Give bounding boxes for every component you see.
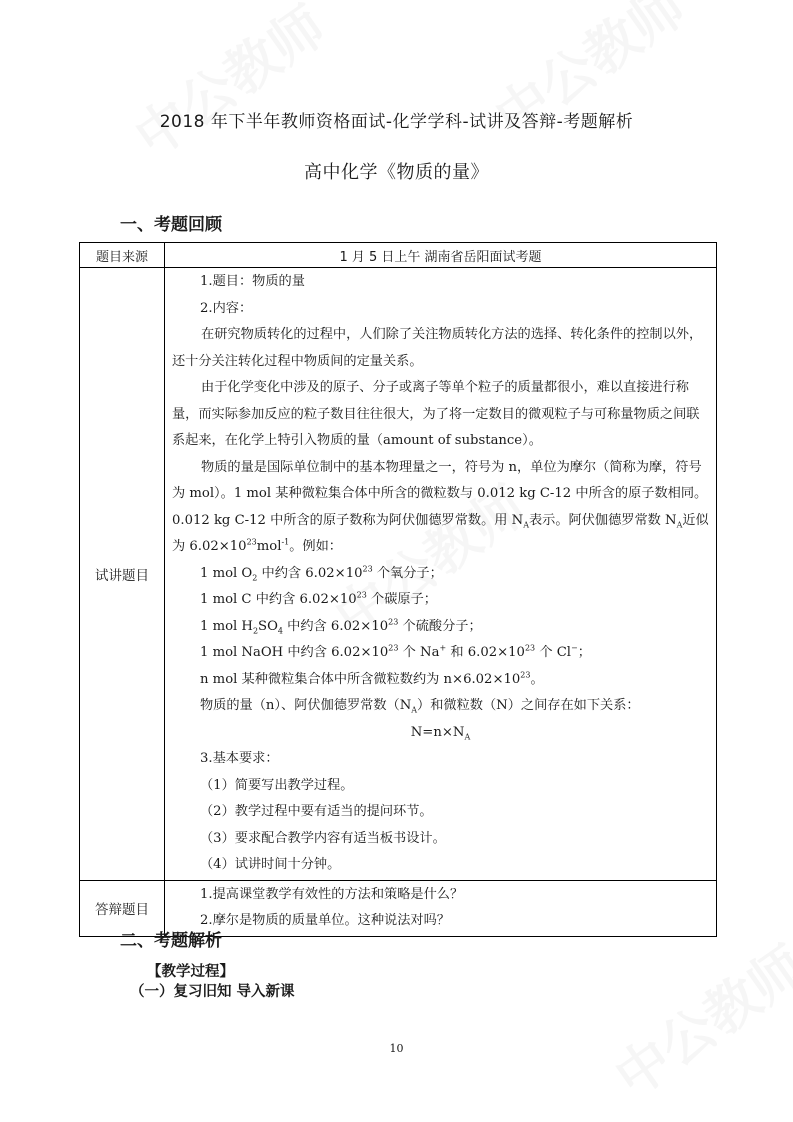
example-line: 1 mol C 中约含 $6.02\times 10^{23}$ 个碳原子；	[200, 590, 437, 607]
page-number: 10	[389, 1042, 404, 1055]
topic-line: 1.题目：物质的量	[200, 274, 305, 289]
formula: $N=n\times N_A$	[410, 724, 471, 742]
teaching-step-heading: （一）复习旧知 导入新课	[130, 984, 295, 1000]
table-row	[80, 268, 717, 881]
table-row	[80, 243, 717, 268]
paragraph: 由于化学变化中涉及的原子、分子或离子等单个粒子的质量都很小，难以直接进行称量，而实际参加反应的粒子数目往往很大，为了将一定数目的微观粒子与可称量物质之间联系起来，在化学上特引入物质的量（amount of substance）。	[172, 380, 700, 448]
document-title: 2018 年下半年教师资格面试-化学学科-试讲及答辩-考题解析	[159, 112, 634, 132]
example-line: 1 mol $H_2SO_4$ 中约含 $6.02\times 10^{23}$ 个硫酸分子；	[200, 617, 482, 636]
lecture-content	[165, 268, 717, 881]
document-subtitle: 高中化学《物质的量》	[304, 162, 489, 183]
lecture-label: 试讲题目	[80, 268, 165, 881]
exam-table	[79, 242, 717, 937]
teaching-process-heading: 【教学过程】	[147, 964, 234, 980]
requirements-heading: 3.基本要求：	[200, 751, 279, 766]
relation-line: 物质的量（n）、阿伏伽德罗常数$(N_A)$和微粒数（N）之间存在如下关系：	[200, 698, 640, 715]
defense-question: 2.摩尔是物质的质量单位。这种说法对吗？	[200, 913, 450, 928]
requirement-item: （1）简要写出教学过程。	[200, 777, 354, 793]
content-line: 2.内容：	[200, 300, 253, 316]
paragraph: 物质的量是国际单位制中的基本物理量之一，符号为 n，单位为摩尔（简称为摩，符号为 mol）。1 mol 某种微粒集合体中所含的微粒数与 0.012 kg C-12 中所含的原子数相同。0.012 kg C-12 中所含的原子数称为阿伏伽德罗常数。用 $N_A$表示。阿伏伽德罗常数 $N_A$近似为 $6.02\times 10^{23}mol^{-1}$。例如：	[172, 459, 709, 554]
defense-label: 答辩题目	[80, 880, 165, 936]
requirement-item: （3）要求配合教学内容有适当板书设计。	[200, 830, 446, 846]
watermark	[117, 0, 338, 172]
example-line: 1 mol $O_2$ 中约含 $6.02\times 10^{23}$ 个氧分子；	[200, 564, 443, 583]
section-heading-review: 一、考题回顾	[120, 215, 222, 235]
requirement-item: （2）教学过程中要有适当的提问环节。	[200, 804, 433, 819]
source-label: 题目来源	[80, 243, 165, 268]
requirement-item: （4）试讲时间十分钟。	[200, 857, 341, 872]
paragraph: 在研究物质转化的过程中，人们除了关注物质转化方法的选择、转化条件的控制以外，还十分关注转化过程中物质间的定量关系。	[172, 327, 703, 369]
example-line: 1 mol NaOH 中约含 $6.02\times 10^{23}$ 个 Na+ 和 $6.02\times 10^{23}$ 个 Cl−；	[200, 643, 591, 660]
defense-content	[165, 880, 717, 936]
example-line: n mol 某种微粒集合体中所含微粒数约为 $n\times 6.02\times 10^{23}$。	[200, 670, 544, 687]
section-heading-analysis: 二、考题解析	[120, 931, 222, 951]
defense-question: 1.提高课堂教学有效性的方法和策略是什么？	[200, 886, 464, 902]
source-value: 1 月 5 日上午 湖南省岳阳面试考题	[165, 243, 717, 268]
watermark	[597, 925, 793, 1112]
